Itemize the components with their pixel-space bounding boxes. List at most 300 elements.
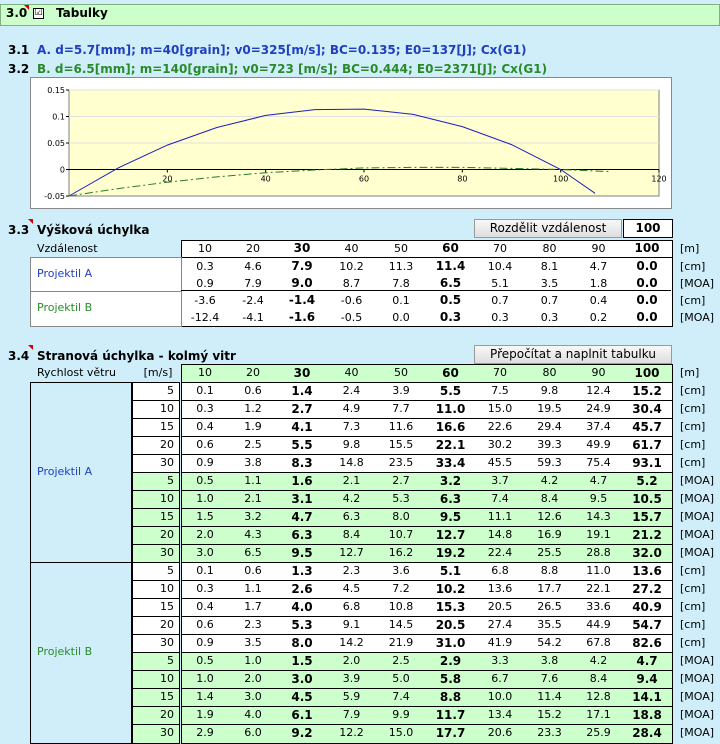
value-cell: 22.4 bbox=[487, 546, 513, 559]
value-cell: 1.9 bbox=[196, 708, 214, 721]
value-cell: 27.2 bbox=[632, 582, 662, 596]
unit-label: [m] bbox=[680, 366, 700, 379]
value-cell: 0.5 bbox=[196, 654, 214, 667]
value-cell: 10.4 bbox=[487, 260, 513, 273]
unit-cell: [cm] bbox=[680, 636, 706, 649]
value-cell: 8.7 bbox=[342, 277, 361, 290]
value-cell: 9.1 bbox=[342, 618, 361, 631]
value-cell: 7.7 bbox=[392, 402, 410, 415]
unit-cell: [MOA] bbox=[680, 654, 715, 667]
value-cell: 18.8 bbox=[632, 708, 662, 722]
value-cell: 0.3 bbox=[196, 402, 214, 415]
value-cell: 3.0 bbox=[291, 672, 313, 686]
value-cell: 24.9 bbox=[586, 402, 611, 415]
value-cell: 6.5 bbox=[244, 546, 262, 559]
value-cell: 7.2 bbox=[392, 582, 410, 595]
value-cell: 7.5 bbox=[491, 384, 509, 397]
unit-cell: [cm] bbox=[680, 294, 706, 307]
value-cell: 1.5 bbox=[291, 654, 313, 668]
y-tick-label: 0.05 bbox=[47, 139, 65, 148]
value-cell: 45.7 bbox=[632, 420, 662, 434]
distance-header-cell: 70 bbox=[493, 366, 507, 379]
value-cell: 2.0 bbox=[342, 654, 361, 667]
unit-cell: [cm] bbox=[680, 618, 706, 631]
value-cell: 16.2 bbox=[388, 546, 414, 559]
value-cell: 6.8 bbox=[342, 600, 361, 613]
y-tick-label: 0 bbox=[59, 165, 65, 175]
value-cell: 15.2 bbox=[537, 708, 562, 721]
value-cell: 3.6 bbox=[392, 564, 410, 577]
value-cell: 30.4 bbox=[632, 402, 662, 416]
value-cell: 5.5 bbox=[291, 438, 313, 452]
value-cell: 6.1 bbox=[291, 708, 313, 722]
value-cell: 45.5 bbox=[487, 456, 513, 469]
distance-header-cell: 50 bbox=[394, 366, 408, 379]
value-cell: 12.2 bbox=[339, 726, 364, 739]
value-cell: 44.9 bbox=[586, 618, 611, 631]
value-cell: 6.3 bbox=[439, 492, 462, 506]
value-cell: 21.2 bbox=[632, 528, 662, 542]
value-cell: 9.8 bbox=[540, 384, 559, 397]
value-cell: 12.7 bbox=[435, 528, 466, 542]
value-cell: 0.3 bbox=[196, 260, 214, 273]
unit-cell: [cm] bbox=[680, 438, 706, 451]
wind-speed-value: 5 bbox=[167, 654, 174, 667]
x-tick-label: 20 bbox=[162, 174, 173, 184]
value-cell: 23.3 bbox=[537, 726, 562, 739]
value-cell: 2.1 bbox=[342, 474, 361, 487]
value-cell: 3.0 bbox=[244, 690, 262, 703]
line-31-number: 3.1 bbox=[8, 43, 30, 57]
value-cell: 4.0 bbox=[244, 708, 262, 721]
value-cell: 4.6 bbox=[244, 260, 262, 273]
distance-header-cell: 30 bbox=[293, 241, 311, 255]
value-cell: 4.2 bbox=[589, 654, 608, 667]
value-cell: 0.9 bbox=[196, 277, 214, 290]
value-cell: 2.7 bbox=[291, 402, 313, 416]
value-cell: 59.3 bbox=[537, 456, 562, 469]
unit-cell: [MOA] bbox=[680, 277, 715, 290]
value-cell: 12.4 bbox=[586, 384, 611, 397]
value-cell: 39.3 bbox=[537, 438, 562, 451]
value-cell: 1.5 bbox=[196, 510, 214, 523]
unit-cell: [cm] bbox=[680, 260, 706, 273]
value-cell: 8.1 bbox=[540, 260, 559, 273]
value-cell: 14.5 bbox=[388, 618, 414, 631]
value-cell: 1.8 bbox=[589, 277, 608, 290]
line-32-number: 3.2 bbox=[8, 62, 30, 76]
value-cell: 13.6 bbox=[487, 582, 513, 595]
value-cell: 19.2 bbox=[435, 546, 466, 560]
unit-cell: [MOA] bbox=[680, 546, 715, 559]
value-cell: 0.3 bbox=[491, 311, 509, 324]
value-cell: 5.2 bbox=[636, 474, 658, 488]
wind-speed-value: 30 bbox=[160, 636, 174, 649]
value-cell: 3.0 bbox=[196, 546, 214, 559]
distance-label: Vzdálenost bbox=[37, 242, 98, 255]
value-cell: 22.1 bbox=[586, 582, 611, 595]
value-cell: 17.1 bbox=[586, 708, 611, 721]
wind-speed-value: 30 bbox=[160, 456, 174, 469]
value-cell: 0.0 bbox=[636, 259, 658, 273]
value-cell: 1.6 bbox=[291, 474, 313, 488]
value-cell: 14.2 bbox=[339, 636, 364, 649]
value-cell: -0.6 bbox=[340, 294, 363, 307]
projectile-b-label: Projektil B bbox=[37, 645, 93, 658]
value-cell: 5.1 bbox=[491, 277, 509, 290]
value-cell: 6.0 bbox=[244, 726, 262, 739]
vertical-section-title: Výšková úchylka bbox=[37, 223, 150, 237]
value-cell: 10.2 bbox=[435, 582, 466, 596]
value-cell: 9.2 bbox=[291, 726, 313, 740]
value-cell: 20.5 bbox=[435, 618, 466, 632]
value-cell: 17.7 bbox=[435, 726, 466, 740]
value-cell: 4.7 bbox=[291, 510, 313, 524]
value-cell: 8.8 bbox=[439, 690, 462, 704]
distance-header-cell: 10 bbox=[198, 242, 212, 255]
value-cell: 0.5 bbox=[196, 474, 214, 487]
value-cell: 3.9 bbox=[392, 384, 410, 397]
value-cell: -1.6 bbox=[288, 310, 316, 324]
value-cell: 0.6 bbox=[196, 438, 214, 451]
wind-speed-value: 15 bbox=[160, 420, 174, 433]
value-cell: 3.5 bbox=[244, 636, 262, 649]
section-title: Tabulky bbox=[56, 6, 108, 20]
unit-cell: [MOA] bbox=[680, 510, 715, 523]
value-cell: 8.0 bbox=[291, 636, 313, 650]
value-cell: 17.7 bbox=[537, 582, 562, 595]
line-32-text: B. d=6.5[mm]; m=140[grain]; v0=723 [m/s]; BC=0.444; E0=2371[J]; Cx(G1) bbox=[37, 62, 548, 76]
value-cell: 6.5 bbox=[439, 276, 462, 290]
value-cell: 9.9 bbox=[392, 708, 410, 721]
value-cell: 12.8 bbox=[586, 690, 611, 703]
unit-cell: [MOA] bbox=[680, 690, 715, 703]
value-cell: 8.4 bbox=[589, 672, 608, 685]
trajectory-chart bbox=[30, 77, 672, 209]
value-cell: 0.3 bbox=[196, 582, 214, 595]
value-cell: 20.5 bbox=[487, 600, 513, 613]
distance-header-cell: 90 bbox=[591, 242, 606, 255]
value-cell: 0.2 bbox=[589, 311, 608, 324]
value-cell: 9.4 bbox=[636, 672, 658, 686]
row-divider bbox=[181, 290, 671, 291]
value-cell: 54.7 bbox=[632, 618, 662, 632]
value-cell: 19.5 bbox=[537, 402, 562, 415]
value-cell: 0.3 bbox=[540, 311, 559, 324]
value-cell: 1.7 bbox=[244, 600, 262, 613]
distance-header-cell: 100 bbox=[634, 241, 660, 255]
unit-cell: [cm] bbox=[680, 600, 706, 613]
value-cell: 1.1 bbox=[244, 582, 262, 595]
value-cell: 0.7 bbox=[491, 294, 509, 307]
value-cell: 28.4 bbox=[632, 726, 662, 740]
value-cell: 4.2 bbox=[342, 492, 361, 505]
value-cell: 15.0 bbox=[487, 402, 513, 415]
distance-header-cell: 80 bbox=[542, 242, 557, 255]
distance-header-cell: 20 bbox=[246, 242, 260, 255]
wind-unit-label: [m/s] bbox=[143, 366, 173, 379]
value-cell: 0.4 bbox=[196, 420, 214, 433]
value-cell: 2.1 bbox=[244, 492, 262, 505]
value-cell: -3.6 bbox=[194, 294, 216, 307]
value-cell: 8.4 bbox=[540, 492, 559, 505]
value-cell: 3.7 bbox=[491, 474, 509, 487]
value-cell: 1.1 bbox=[244, 474, 262, 487]
unit-cell: [MOA] bbox=[680, 708, 715, 721]
wind-speed-value: 10 bbox=[160, 492, 174, 505]
value-cell: 1.4 bbox=[196, 690, 214, 703]
x-tick-label: 40 bbox=[260, 174, 271, 184]
unit-cell: [MOA] bbox=[680, 672, 715, 685]
vertical-section-number: 3.3 bbox=[8, 223, 30, 237]
value-cell: 30.2 bbox=[487, 438, 513, 451]
value-cell: 5.1 bbox=[439, 564, 462, 578]
value-cell: 28.8 bbox=[586, 546, 611, 559]
value-cell: 2.5 bbox=[244, 438, 262, 451]
unit-cell: [cm] bbox=[680, 420, 706, 433]
value-cell: 75.4 bbox=[586, 456, 611, 469]
value-cell: 4.2 bbox=[540, 474, 559, 487]
value-cell: 9.8 bbox=[342, 438, 361, 451]
value-cell: 4.7 bbox=[589, 260, 608, 273]
value-cell: 0.0 bbox=[636, 293, 658, 307]
value-cell: 1.0 bbox=[196, 672, 214, 685]
value-cell: 33.6 bbox=[586, 600, 611, 613]
wind-speed-value: 5 bbox=[167, 474, 174, 487]
value-cell: 61.7 bbox=[632, 438, 662, 452]
value-cell: 40.9 bbox=[632, 600, 662, 614]
value-cell: 11.4 bbox=[537, 690, 562, 703]
x-tick-label: 120 bbox=[651, 174, 667, 184]
value-cell: 67.8 bbox=[586, 636, 611, 649]
value-cell: 5.0 bbox=[392, 672, 410, 685]
value-cell: 5.3 bbox=[392, 492, 410, 505]
value-cell: 6.7 bbox=[491, 672, 509, 685]
wind-speed-value: 10 bbox=[160, 582, 174, 595]
value-cell: 1.2 bbox=[244, 402, 262, 415]
value-cell: 1.0 bbox=[244, 654, 262, 667]
x-tick-label: 60 bbox=[358, 174, 370, 184]
section-checkbox[interactable]: ☑ bbox=[34, 8, 43, 18]
value-cell: 10.7 bbox=[388, 528, 414, 541]
distance-header-cell: 60 bbox=[442, 241, 459, 255]
unit-cell: [cm] bbox=[680, 456, 706, 469]
value-cell: 29.4 bbox=[537, 420, 562, 433]
value-cell: 4.1 bbox=[291, 420, 313, 434]
value-cell: 15.2 bbox=[632, 384, 662, 398]
value-cell: 2.6 bbox=[291, 582, 313, 596]
wind-speed-value: 20 bbox=[160, 618, 174, 631]
value-cell: 7.9 bbox=[244, 277, 262, 290]
value-cell: 7.8 bbox=[392, 277, 410, 290]
value-cell: 22.1 bbox=[435, 438, 466, 452]
value-cell: 1.9 bbox=[244, 420, 262, 433]
value-cell: 7.4 bbox=[491, 492, 509, 505]
value-cell: 15.0 bbox=[388, 726, 414, 739]
value-cell: 3.5 bbox=[540, 277, 559, 290]
value-cell: 2.0 bbox=[196, 528, 214, 541]
unit-cell: [MOA] bbox=[680, 528, 715, 541]
distance-header-cell: 60 bbox=[442, 366, 459, 380]
distance-header-cell: 30 bbox=[293, 366, 311, 380]
value-cell: 8.0 bbox=[392, 510, 410, 523]
split-distance-button[interactable]: Rozdělit vzdálenost bbox=[474, 219, 622, 238]
value-cell: 5.9 bbox=[342, 690, 361, 703]
value-cell: -12.4 bbox=[190, 311, 220, 324]
value-cell: 32.0 bbox=[632, 546, 662, 560]
value-cell: 0.7 bbox=[540, 294, 559, 307]
value-cell: -1.4 bbox=[288, 293, 316, 307]
value-cell: 93.1 bbox=[632, 456, 662, 470]
unit-cell: [MOA] bbox=[680, 726, 715, 739]
value-cell: 9.5 bbox=[589, 492, 608, 505]
value-cell: 11.4 bbox=[435, 259, 466, 273]
value-cell: 4.7 bbox=[589, 474, 608, 487]
value-cell: 3.8 bbox=[540, 654, 559, 667]
y-tick-label: -0.05 bbox=[44, 192, 65, 201]
value-cell: 10.5 bbox=[632, 492, 662, 506]
distance-header-cell: 70 bbox=[493, 242, 507, 255]
value-cell: 0.1 bbox=[196, 564, 214, 577]
wind-speed-value: 20 bbox=[160, 708, 174, 721]
wind-speed-label: Rychlost větru bbox=[37, 366, 116, 379]
value-cell: 20.6 bbox=[487, 726, 513, 739]
value-cell: 22.6 bbox=[487, 420, 513, 433]
section-header bbox=[0, 0, 720, 30]
value-cell: 6.8 bbox=[491, 564, 509, 577]
value-cell: 0.5 bbox=[439, 293, 462, 307]
value-cell: 49.9 bbox=[586, 438, 611, 451]
distance-header-cell: 100 bbox=[634, 366, 660, 380]
wind-speed-value: 15 bbox=[160, 600, 174, 613]
value-cell: 25.9 bbox=[586, 726, 611, 739]
wind-section-title: Stranová úchylka - kolmý vitr bbox=[37, 349, 236, 363]
value-cell: 7.9 bbox=[342, 708, 361, 721]
value-cell: 2.3 bbox=[342, 564, 361, 577]
value-cell: 35.5 bbox=[537, 618, 562, 631]
wind-speed-value: 5 bbox=[167, 564, 174, 577]
value-cell: 0.1 bbox=[196, 384, 214, 397]
value-cell: 10.2 bbox=[339, 260, 364, 273]
value-cell: 19.1 bbox=[586, 528, 611, 541]
value-cell: 15.7 bbox=[632, 510, 662, 524]
value-cell: 3.9 bbox=[342, 672, 361, 685]
value-cell: 2.7 bbox=[392, 474, 410, 487]
value-cell: 21.9 bbox=[388, 636, 414, 649]
value-cell: -2.4 bbox=[242, 294, 264, 307]
distance-header-cell: 50 bbox=[394, 242, 408, 255]
wind-speed-value: 10 bbox=[160, 402, 174, 415]
value-cell: 4.9 bbox=[342, 402, 361, 415]
unit-cell: [MOA] bbox=[680, 311, 715, 324]
value-cell: 6.3 bbox=[342, 510, 361, 523]
value-cell: 7.4 bbox=[392, 690, 410, 703]
value-cell: 37.4 bbox=[586, 420, 611, 433]
value-cell: 4.0 bbox=[291, 600, 313, 614]
wind-speed-value: 15 bbox=[160, 690, 174, 703]
value-cell: 11.7 bbox=[435, 708, 466, 722]
value-cell: 3.2 bbox=[439, 474, 462, 488]
x-tick-label: 80 bbox=[457, 174, 468, 184]
value-cell: 14.1 bbox=[632, 690, 662, 704]
value-cell: 2.3 bbox=[244, 618, 262, 631]
value-cell: 11.6 bbox=[388, 420, 414, 433]
unit-cell: [cm] bbox=[680, 384, 706, 397]
projectile-a-label: Projektil A bbox=[37, 267, 93, 280]
value-cell: 0.0 bbox=[392, 311, 410, 324]
value-cell: 16.9 bbox=[537, 528, 562, 541]
value-cell: 2.9 bbox=[439, 654, 462, 668]
value-cell: 4.5 bbox=[291, 690, 313, 704]
value-cell: 0.4 bbox=[196, 600, 214, 613]
value-cell: 14.8 bbox=[339, 456, 364, 469]
wind-speed-value: 30 bbox=[160, 726, 174, 739]
unit-cell: [cm] bbox=[680, 402, 706, 415]
section-header-bar bbox=[0, 4, 720, 26]
value-cell: 16.6 bbox=[435, 420, 466, 434]
wind-speed-value: 30 bbox=[160, 546, 174, 559]
value-cell: 9.5 bbox=[291, 546, 313, 560]
value-cell: 6.3 bbox=[291, 528, 313, 542]
value-cell: 12.7 bbox=[339, 546, 364, 559]
value-cell: 2.9 bbox=[196, 726, 214, 739]
value-cell: 0.6 bbox=[196, 618, 214, 631]
unit-cell: [cm] bbox=[680, 582, 706, 595]
value-cell: 0.6 bbox=[244, 384, 262, 397]
value-cell: 12.6 bbox=[537, 510, 562, 523]
value-cell: 15.3 bbox=[435, 600, 466, 614]
wind-speed-value: 15 bbox=[160, 510, 174, 523]
value-cell: 11.3 bbox=[388, 260, 414, 273]
distance-header-cell: 40 bbox=[344, 366, 359, 379]
value-cell: 23.5 bbox=[388, 456, 414, 469]
value-cell: 1.3 bbox=[291, 564, 313, 578]
unit-label: [m] bbox=[680, 242, 700, 255]
wind-speed-value: 20 bbox=[160, 438, 174, 451]
distance-header-cell: 40 bbox=[344, 242, 359, 255]
wind-speed-value: 20 bbox=[160, 528, 174, 541]
value-cell: 14.8 bbox=[487, 528, 513, 541]
unit-cell: [MOA] bbox=[680, 474, 715, 487]
value-cell: 0.9 bbox=[196, 456, 214, 469]
value-cell: 9.5 bbox=[439, 510, 462, 524]
y-tick-label: 0.1 bbox=[52, 112, 65, 122]
value-cell: 3.2 bbox=[244, 510, 262, 523]
value-cell: 0.4 bbox=[589, 294, 608, 307]
projectile-b-label: Projektil B bbox=[37, 301, 93, 314]
unit-cell: [MOA] bbox=[680, 492, 715, 505]
projectile-a-label: Projektil A bbox=[37, 465, 93, 478]
value-cell: 2.0 bbox=[244, 672, 262, 685]
value-cell: 5.5 bbox=[439, 384, 462, 398]
value-cell: 5.3 bbox=[291, 618, 313, 632]
value-cell: 1.4 bbox=[291, 384, 313, 398]
wind-speed-value: 10 bbox=[160, 672, 174, 685]
value-cell: 27.4 bbox=[487, 618, 513, 631]
split-distance-value[interactable]: 100 bbox=[623, 219, 673, 238]
trajectory-chart-svg bbox=[31, 78, 671, 208]
value-cell: 11.1 bbox=[487, 510, 513, 523]
value-cell: 10.8 bbox=[388, 600, 414, 613]
value-cell: 0.0 bbox=[636, 310, 658, 324]
distance-header-cell: 80 bbox=[542, 366, 557, 379]
value-cell: 0.3 bbox=[439, 310, 462, 324]
value-cell: 3.8 bbox=[244, 456, 262, 469]
value-cell: 82.6 bbox=[632, 636, 662, 650]
recalculate-button[interactable]: Přepočítat a naplnit tabulku bbox=[474, 345, 672, 364]
value-cell: 11.0 bbox=[435, 402, 466, 416]
wind-speed-value: 5 bbox=[167, 384, 174, 397]
